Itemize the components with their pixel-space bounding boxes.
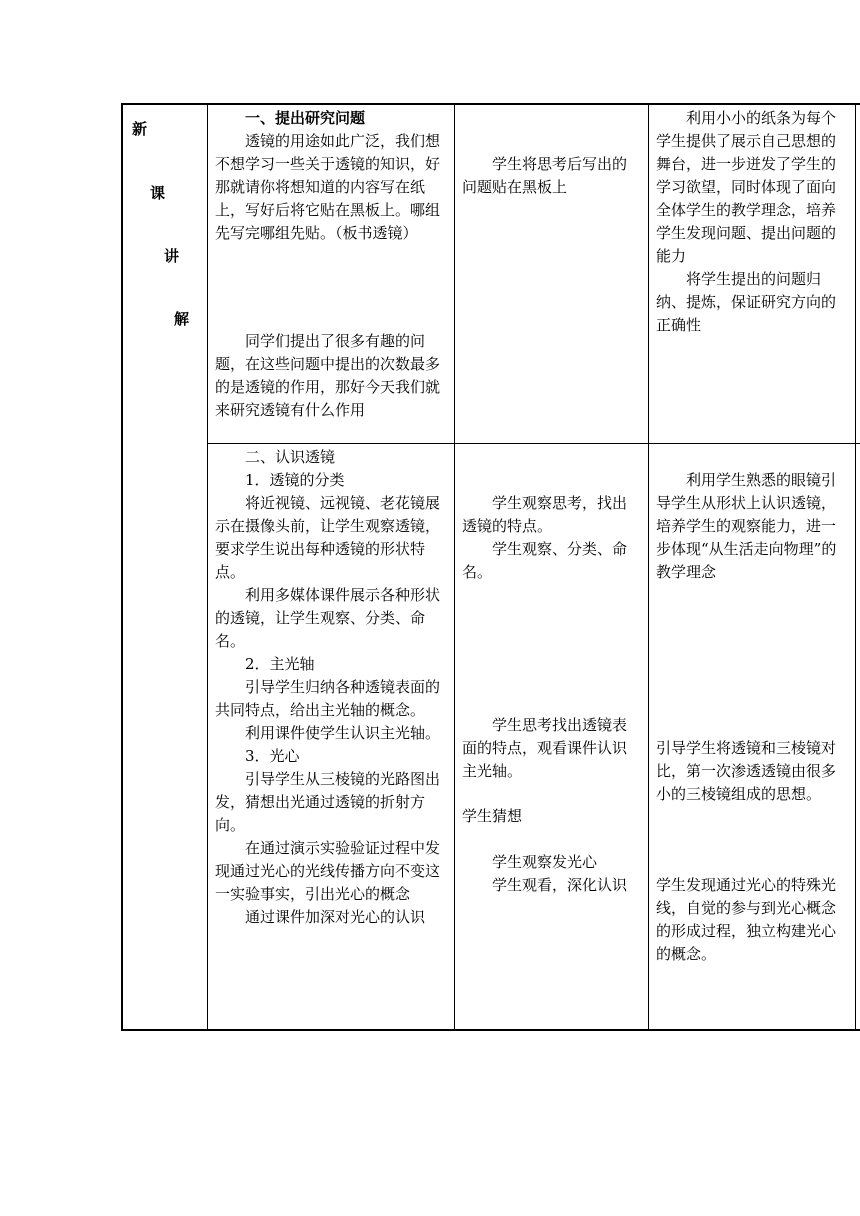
column-divider — [454, 103, 455, 1031]
subsection-title: 1．透镜的分类 — [245, 471, 345, 489]
section-label-char: 讲 — [164, 247, 180, 265]
subsection-title: 3．光心 — [245, 747, 300, 765]
row2-student-observe — [462, 851, 640, 897]
teacher-paragraph: 将近视镜、远视镜、老花镜展示在摄像头前，让学生观察透镜，要求学生说出每种透镜的形状特点。 — [215, 494, 441, 581]
column-divider — [648, 103, 649, 1031]
teacher-paragraph: 透镜的用途如此广泛，我们想不想学习一些关于透镜的知识，好那就请你将想知道的内容写在纸上，写好后将它贴在黑板上。哪组先写完哪组先贴。（板书透镜） — [215, 132, 441, 242]
row1-student-cell — [462, 153, 640, 199]
row2-teacher-cell — [215, 446, 445, 929]
student-paragraph: 学生将思考后写出的问题贴在黑板上 — [462, 155, 628, 196]
student-paragraph: 学生观察发光心 — [492, 853, 598, 871]
intent-paragraph: 将学生提出的问题归纳、提炼，保证研究方向的正确性 — [656, 270, 837, 334]
row2-intent-cell — [656, 469, 850, 584]
teacher-paragraph: 引导学生归纳各种透镜表面的共同特点，给出主光轴的概念。 — [215, 678, 441, 719]
section-heading: 一、提出研究问题 — [245, 109, 366, 127]
teacher-paragraph: 引导学生从三棱镜的光路图出发，猜想出光通过透镜的折射方向。 — [215, 770, 441, 834]
teacher-paragraph: 利用多媒体课件展示各种形状的透镜，让学生观察、分类、命名。 — [215, 586, 441, 650]
section-label-char: 课 — [150, 184, 166, 202]
row1-intent-cell — [656, 107, 850, 337]
teacher-paragraph: 同学们提出了很多有趣的问题，在这些问题中提出的次数最多的是透镜的作用，那好今天我们就来研究透镜有什么作用 — [215, 332, 441, 419]
teacher-paragraph: 通过课件加深对光心的认识 — [245, 908, 426, 926]
student-paragraph: 学生猜想 — [462, 807, 523, 825]
row2-intent-cell-final — [656, 874, 850, 966]
teacher-paragraph: 在通过演示实验验证过程中发现通过光心的光线传播方向不变这一实验事实，引出光心的概念 — [215, 839, 441, 903]
column-divider — [207, 103, 208, 1031]
row-divider — [207, 443, 860, 444]
row2-intent-cell-continued — [656, 737, 850, 806]
column-divider — [855, 103, 856, 1031]
row2-student-cell — [462, 492, 640, 584]
intent-paragraph: 学生发现通过光心的特殊光线，自觉的参与到光心概念的形成过程，独立构建光心的概念。 — [656, 876, 837, 963]
section-label-char: 新 — [132, 120, 148, 138]
student-paragraph: 学生观察思考，找出透镜的特点。 — [462, 494, 628, 535]
section-label-char: 解 — [174, 310, 190, 328]
intent-paragraph: 引导学生将透镜和三棱镜对比，第一次渗透透镜由很多小的三棱镜组成的思想。 — [656, 739, 837, 803]
teacher-paragraph: 利用课件使学生认识主光轴。 — [245, 724, 441, 742]
student-paragraph: 学生思考找出透镜表面的特点，观看课件认识主光轴。 — [462, 716, 628, 780]
row2-student-cell-continued — [462, 714, 640, 783]
subsection-title: 2．主光轴 — [245, 655, 315, 673]
student-paragraph: 学生观察、分类、命名。 — [462, 540, 628, 581]
row1-teacher-cell-continued — [215, 330, 445, 422]
intent-paragraph: 利用小小的纸条为每个学生提供了展示自己思想的舞台，进一步迸发了学生的学习欲望，同时体现了面向全体学生的教学理念，培养学生发现问题、提出问题的能力 — [656, 109, 837, 265]
row2-student-guess — [462, 805, 640, 828]
student-paragraph: 学生观看，深化认识 — [492, 876, 628, 894]
section-heading: 二、认识透镜 — [245, 448, 336, 466]
row1-teacher-cell — [215, 107, 445, 245]
intent-paragraph: 利用学生熟悉的眼镜引导学生从形状上认识透镜，培养学生的观察能力，进一步体现“从生活走向物理”的教学理念 — [656, 471, 837, 581]
